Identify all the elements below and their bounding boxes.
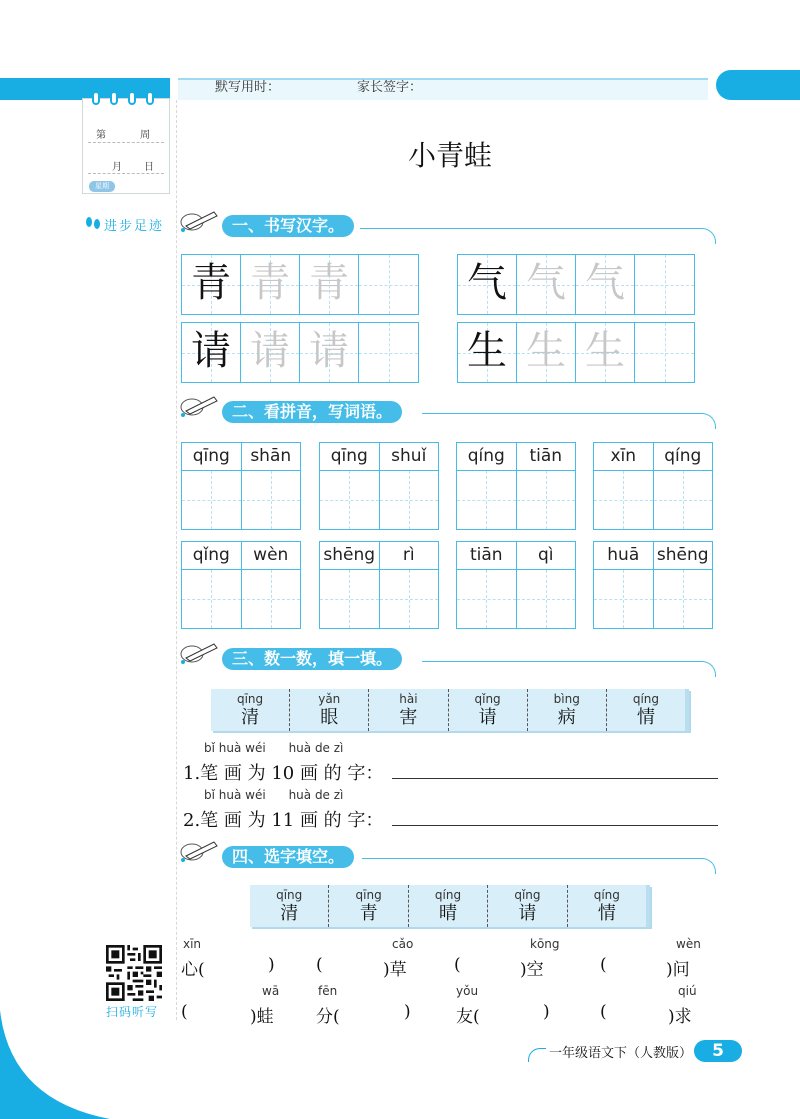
week-prefix: 第 bbox=[96, 130, 106, 141]
answer-cell[interactable] bbox=[182, 570, 242, 628]
fill-blank-kong: )空 bbox=[520, 960, 544, 980]
pen-icon bbox=[180, 640, 220, 664]
fill-blank-qiu: )求 bbox=[668, 1007, 692, 1027]
grid-cell bbox=[576, 255, 635, 314]
pinyin-word-box bbox=[456, 541, 576, 629]
word-pinyin: qǐng bbox=[514, 888, 541, 902]
pinyin-word-box bbox=[593, 541, 713, 629]
word-item bbox=[250, 885, 329, 927]
word-item bbox=[211, 689, 290, 731]
fill-bracket: ( bbox=[454, 955, 461, 975]
weekday-badge: 星期 bbox=[89, 181, 115, 192]
writing-grid-row bbox=[457, 254, 695, 315]
pinyin-syllable: wèn bbox=[253, 545, 289, 565]
word-item bbox=[329, 885, 408, 927]
trace-character: 生 bbox=[526, 328, 566, 374]
trace-character: 生 bbox=[585, 328, 625, 374]
binder-ring bbox=[146, 91, 154, 105]
question-pinyin: bǐ huà wéi huà de zì bbox=[204, 788, 344, 802]
page-title: 小青蛙 bbox=[407, 139, 492, 172]
section-3-rule bbox=[422, 661, 716, 677]
word-item bbox=[528, 689, 607, 731]
answer-cell[interactable] bbox=[517, 570, 576, 628]
fill-bracket: ) bbox=[404, 1002, 411, 1022]
word-pinyin: qíng bbox=[593, 888, 620, 902]
grid-cell bbox=[517, 255, 576, 314]
fill-bracket: ( bbox=[316, 955, 323, 975]
fill-pinyin: qiú bbox=[678, 984, 697, 998]
trace-character: 青 bbox=[250, 260, 290, 306]
fill-blank-fen: 分( bbox=[316, 1007, 340, 1027]
answer-cell[interactable] bbox=[182, 471, 242, 529]
pinyin-word-box bbox=[319, 541, 439, 629]
choose-word-band bbox=[250, 885, 650, 927]
word-character: 请 bbox=[478, 707, 497, 728]
fill-blank-wen: )问 bbox=[666, 960, 690, 980]
question-1-answer-line[interactable] bbox=[392, 778, 718, 779]
page-number: 5 bbox=[694, 1040, 742, 1062]
fill-pinyin: wèn bbox=[676, 937, 701, 951]
pinyin-syllable: qíng bbox=[664, 446, 702, 466]
corner-decoration bbox=[0, 1010, 110, 1119]
grid-cell bbox=[241, 323, 300, 382]
word-item bbox=[568, 885, 646, 927]
answer-cell[interactable] bbox=[457, 570, 517, 628]
section-3-heading: 三、数一数，填一填。 bbox=[222, 648, 402, 670]
pinyin-syllable: tiān bbox=[457, 542, 517, 569]
word-character: 情 bbox=[636, 707, 655, 728]
question-2-answer-line[interactable] bbox=[392, 825, 718, 826]
section-1-rule bbox=[360, 228, 716, 244]
answer-cell[interactable] bbox=[654, 471, 713, 529]
pinyin-syllable: tiān bbox=[529, 446, 563, 466]
trace-character: 请 bbox=[250, 328, 290, 374]
answer-cell[interactable] bbox=[594, 570, 654, 628]
grid-cell bbox=[517, 323, 576, 382]
pinyin-syllable: shēng bbox=[320, 542, 380, 569]
pen-icon bbox=[180, 838, 220, 862]
scan-to-listen-label: 扫码听写 bbox=[106, 1005, 159, 1019]
word-character: 病 bbox=[557, 707, 576, 728]
pinyin-word-box bbox=[319, 442, 439, 530]
answer-cell[interactable] bbox=[380, 471, 439, 529]
word-item bbox=[409, 885, 488, 927]
fill-pinyin: xīn bbox=[183, 937, 202, 951]
fill-pinyin: cǎo bbox=[392, 937, 414, 951]
section-1-heading: 一、书写汉字。 bbox=[222, 215, 354, 237]
word-item bbox=[369, 689, 448, 731]
section-2-heading: 二、看拼音，写词语。 bbox=[222, 401, 402, 423]
word-pinyin: qīng bbox=[276, 888, 303, 902]
word-pinyin: yǎn bbox=[318, 692, 341, 706]
pinyin-word-box bbox=[593, 442, 713, 530]
writing-grid-row bbox=[181, 322, 419, 383]
fill-bracket: ) bbox=[543, 1002, 550, 1022]
trace-character: 气 bbox=[526, 260, 566, 306]
trace-character: 青 bbox=[309, 260, 349, 306]
week-suffix: 周 bbox=[140, 130, 150, 141]
margin-divider bbox=[176, 100, 177, 1020]
book-title-footer: 一年级语文下（人教版） bbox=[546, 1042, 695, 1061]
trace-character: 请 bbox=[309, 328, 349, 374]
fill-bracket: ( bbox=[600, 1002, 607, 1022]
pinyin-syllable: qíng bbox=[457, 443, 517, 470]
fill-blank-xin: 心( bbox=[181, 960, 205, 980]
word-character: 请 bbox=[518, 903, 537, 924]
pinyin-syllable: xīn bbox=[594, 443, 654, 470]
question-1-text: 1.笔 画 为 10 画 的 字： bbox=[183, 763, 384, 784]
qr-code[interactable] bbox=[106, 945, 162, 1001]
fill-pinyin: fēn bbox=[318, 984, 338, 998]
pinyin-syllable: qīng bbox=[320, 443, 380, 470]
progress-footprint-label: 进步足迹 bbox=[104, 219, 165, 234]
word-character: 眼 bbox=[320, 707, 339, 728]
binder-ring bbox=[110, 91, 118, 105]
word-item bbox=[290, 689, 369, 731]
fill-bracket: ) bbox=[268, 955, 275, 975]
pinyin-syllable: rì bbox=[402, 545, 415, 565]
pinyin-syllable: shuǐ bbox=[391, 446, 427, 466]
section-4-heading: 四、选字填空。 bbox=[222, 846, 354, 868]
grid-cell bbox=[300, 323, 359, 382]
answer-cell[interactable] bbox=[654, 570, 713, 628]
pinyin-syllable: huā bbox=[594, 542, 654, 569]
pinyin-word-box bbox=[181, 541, 301, 629]
fill-bracket: ( bbox=[181, 1002, 188, 1022]
answer-cell[interactable] bbox=[594, 471, 654, 529]
grid-cell-empty[interactable] bbox=[635, 323, 694, 382]
pinyin-syllable: qì bbox=[537, 545, 554, 565]
pinyin-word-box bbox=[181, 442, 301, 530]
section-2-rule bbox=[422, 413, 716, 429]
grid-cell bbox=[182, 323, 241, 382]
grid-cell-empty[interactable] bbox=[359, 255, 418, 314]
word-pinyin: qīng bbox=[236, 692, 264, 706]
word-character: 害 bbox=[399, 707, 418, 728]
writing-grid-row bbox=[181, 254, 419, 315]
grid-cell bbox=[182, 255, 241, 314]
section-4-rule bbox=[362, 858, 716, 874]
binder-ring bbox=[128, 91, 136, 105]
fill-blank-wa: )蛙 bbox=[250, 1007, 274, 1027]
pinyin-syllable: qǐng bbox=[182, 542, 242, 569]
fill-bracket: ( bbox=[600, 955, 607, 975]
model-character: 生 bbox=[467, 328, 507, 374]
answer-cell[interactable] bbox=[320, 570, 380, 628]
grid-cell bbox=[458, 323, 517, 382]
fill-blank-cao: )草 bbox=[383, 960, 407, 980]
word-character: 清 bbox=[241, 707, 260, 728]
count-word-band bbox=[211, 689, 689, 731]
word-pinyin: qīng bbox=[355, 888, 382, 902]
word-pinyin: qíng bbox=[632, 692, 660, 706]
grid-cell bbox=[576, 323, 635, 382]
fill-blank-you: 友( bbox=[456, 1007, 480, 1027]
pinyin-syllable: shān bbox=[250, 446, 292, 466]
grid-cell bbox=[458, 255, 517, 314]
word-item bbox=[488, 885, 567, 927]
pinyin-syllable: shēng bbox=[656, 545, 709, 565]
header-band-left bbox=[0, 78, 170, 100]
question-2-text: 2.笔 画 为 11 画 的 字： bbox=[183, 810, 384, 831]
word-character: 清 bbox=[280, 903, 299, 924]
word-character: 情 bbox=[597, 903, 616, 924]
model-character: 请 bbox=[191, 328, 231, 374]
month-label: 月 bbox=[112, 162, 122, 173]
day-label: 日 bbox=[144, 162, 154, 173]
grid-cell bbox=[241, 255, 300, 314]
word-item bbox=[607, 689, 685, 731]
question-pinyin: bǐ huà wéi huà de zì bbox=[204, 741, 344, 755]
pinyin-word-box bbox=[456, 442, 576, 530]
model-character: 青 bbox=[191, 260, 231, 306]
model-character: 气 bbox=[467, 260, 507, 306]
word-pinyin: qíng bbox=[434, 888, 462, 902]
word-pinyin: bìng bbox=[553, 692, 580, 706]
word-character: 青 bbox=[359, 903, 378, 924]
parent-signature-label: 家长签字： bbox=[357, 80, 423, 95]
word-pinyin: hài bbox=[399, 692, 418, 706]
pen-icon bbox=[180, 393, 220, 417]
word-character: 晴 bbox=[439, 903, 458, 924]
pen-icon bbox=[180, 208, 220, 232]
footprint-icon bbox=[84, 214, 102, 232]
answer-cell[interactable] bbox=[320, 471, 380, 529]
answer-cell[interactable] bbox=[380, 570, 439, 628]
fill-pinyin: kōng bbox=[530, 937, 560, 951]
binder-ring bbox=[92, 91, 100, 105]
pinyin-syllable: qīng bbox=[182, 443, 242, 470]
word-pinyin: qǐng bbox=[474, 692, 501, 706]
header-band-right bbox=[716, 70, 800, 100]
grid-cell-empty[interactable] bbox=[359, 323, 418, 382]
word-item bbox=[449, 689, 528, 731]
trace-character: 气 bbox=[585, 260, 625, 306]
grid-cell-empty[interactable] bbox=[635, 255, 694, 314]
fill-pinyin: wā bbox=[262, 984, 280, 998]
answer-cell[interactable] bbox=[457, 471, 517, 529]
answer-cell[interactable] bbox=[242, 570, 301, 628]
dictation-time-label: 默写用时： bbox=[215, 80, 281, 95]
writing-grid-row bbox=[457, 322, 695, 383]
answer-cell[interactable] bbox=[517, 471, 576, 529]
grid-cell bbox=[300, 255, 359, 314]
fill-pinyin: yǒu bbox=[456, 984, 479, 998]
answer-cell[interactable] bbox=[242, 471, 301, 529]
